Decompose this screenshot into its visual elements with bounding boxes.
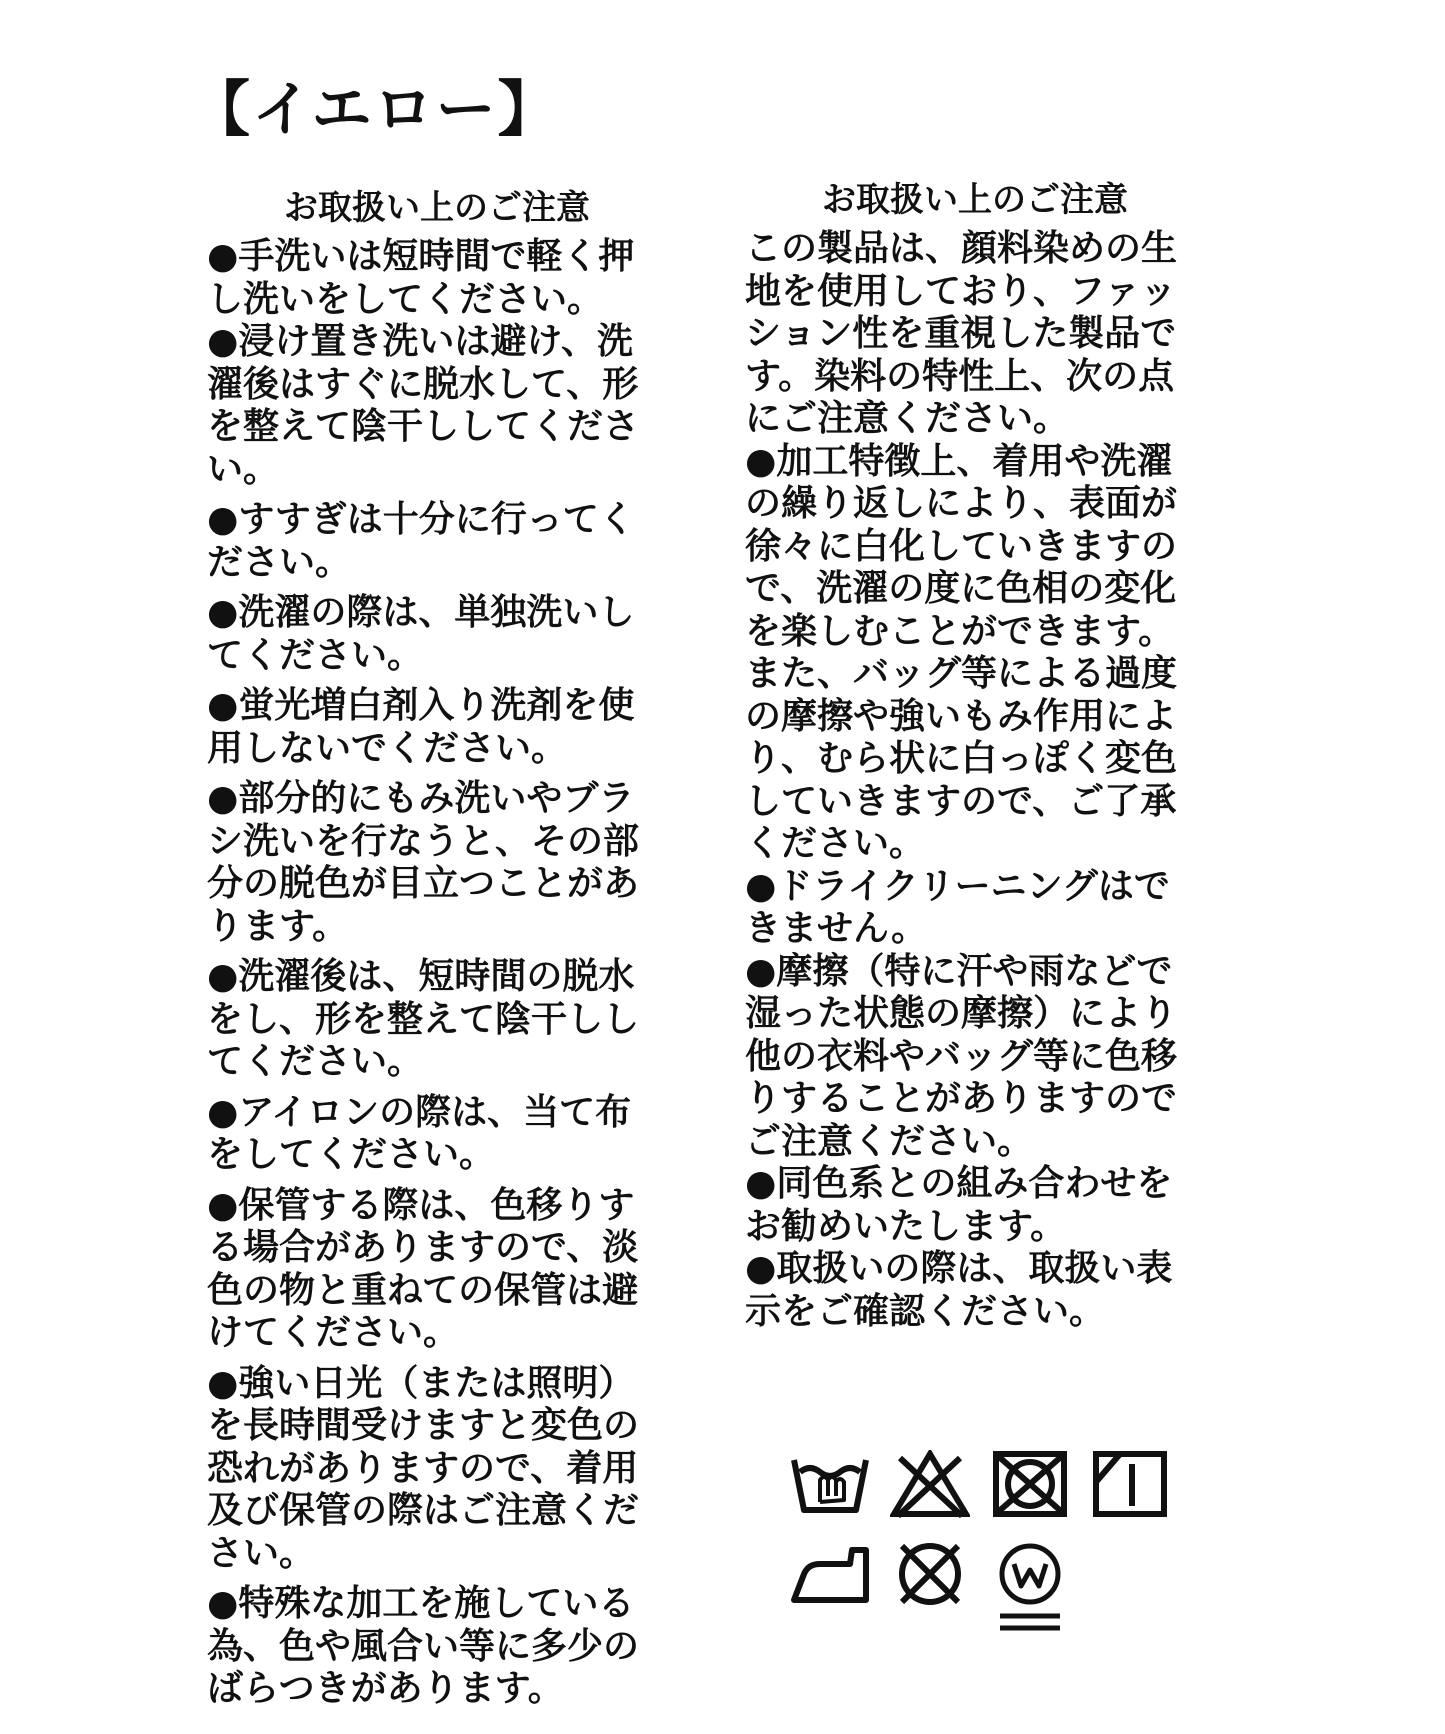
right-column bbox=[745, 180, 1205, 1333]
left-item: ●強い日光（または照明） を長時間受けますと変色の 恐れがありますので、着用 及び保管の際はご注意くだ さい。 bbox=[207, 1362, 640, 1574]
left-column bbox=[207, 188, 667, 1711]
page-title: 【イエロー】 bbox=[190, 75, 560, 145]
no-dry-clean-icon bbox=[890, 1540, 970, 1608]
right-intro: この製品は、顔料染めの生 地を使用しており、ファッ ション性を重視した製品で す。染料の特性上、次の点 にご注意ください。 bbox=[745, 228, 1178, 439]
left-item: ●すすぎは十分に行ってく ださい。 bbox=[207, 499, 635, 583]
left-item: ●特殊な加工を施している 為、色や風合い等に多少の ばらつきがあります。 bbox=[207, 1583, 640, 1709]
right-heading: お取扱い上のご注意 bbox=[822, 180, 1128, 220]
iron-icon bbox=[790, 1540, 870, 1608]
right-item: ●ドライクリーニングはで きません。 bbox=[745, 865, 1170, 949]
no-tumble-dry-icon bbox=[990, 1450, 1070, 1518]
right-item: ●摩擦（特に汗や雨などで 湿った状態の摩擦）により 他の衣料やバッグ等に色移 りすることがありますので ご注意ください。 bbox=[745, 950, 1178, 1162]
left-item: ●手洗いは短時間で軽く押 し洗いをしてください。 bbox=[207, 236, 635, 320]
drip-dry-shade-icon bbox=[1090, 1450, 1170, 1518]
right-item: ●加工特徴上、着用や洗濯 の繰り返しにより、表面が 徐々に白化していきますの で、洗濯の度に色相の変化 を楽しむことができます。 また、バッグ等による過度 の摩擦や強いもみ作用によ り、むら状に白っぽく変色 していきますので、ご了承 ください。 bbox=[745, 440, 1178, 864]
left-heading: お取扱い上のご注意 bbox=[284, 188, 590, 228]
right-item: ●取扱いの際は、取扱い表 示をご確認ください。 bbox=[745, 1248, 1173, 1332]
left-item: ●部分的にもみ洗いやブラ シ洗いを行なうと、その部 分の脱色が目立つことがあ ります。 bbox=[207, 778, 640, 947]
left-item: ●アイロンの際は、当て布 をしてください。 bbox=[207, 1091, 632, 1175]
left-item: ●洗濯後は、短時間の脱水 をし、形を整えて陰干しし てください。 bbox=[207, 956, 640, 1082]
left-item: ●洗濯の際は、単独洗いし てください。 bbox=[207, 592, 635, 676]
left-item: ●浸け置き洗いは避け、洗 濯後はすぐに脱水して、形 を整えて陰干ししてくださ い。 bbox=[207, 321, 640, 490]
no-bleach-icon bbox=[890, 1450, 970, 1518]
care-symbols bbox=[790, 1450, 1170, 1630]
hand-wash-icon bbox=[790, 1450, 870, 1518]
right-item: ●同色系との組み合わせを お勧めいたします。 bbox=[745, 1163, 1173, 1247]
left-item: ●保管する際は、色移りす る場合がありますので、淡 色の物と重ねての保管は避 けてください。 bbox=[207, 1184, 639, 1353]
left-item: ●蛍光増白剤入り洗剤を使 用しないでください。 bbox=[207, 685, 635, 769]
wet-clean-icon bbox=[990, 1540, 1070, 1608]
